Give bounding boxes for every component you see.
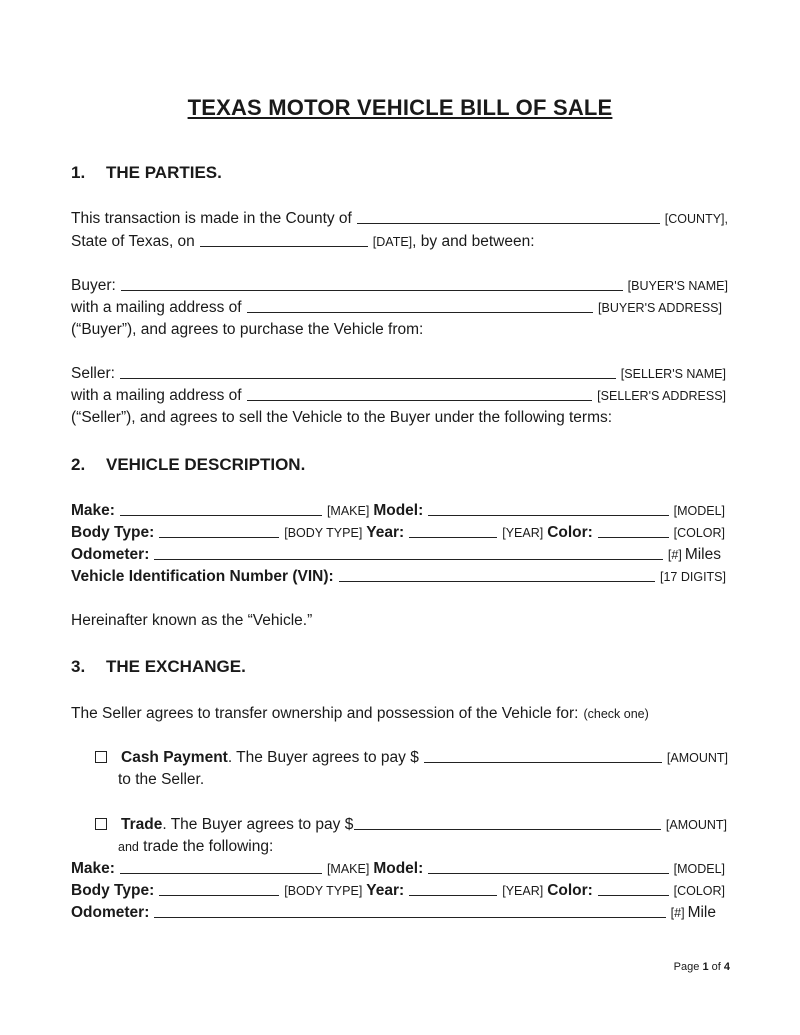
body-type-field[interactable] (159, 536, 279, 538)
buyer-name-tag: [BUYER'S NAME] (627, 279, 728, 293)
body-type-tag: [BODY TYPE] (284, 884, 363, 898)
between-text: , by and between: (412, 233, 535, 250)
year-label: Year: (366, 524, 405, 541)
mailing-text: with a mailing address of (71, 387, 242, 404)
cash-payment-text: . The Buyer agrees to pay $ (227, 749, 419, 766)
cash-cont-line (118, 768, 775, 790)
seller-address-tag: [SELLER'S ADDRESS] (597, 389, 726, 403)
odometer-tag: [#] (670, 906, 685, 920)
seller-agree-line (71, 406, 728, 428)
seller-agree-text: (“Seller”), and agrees to sell the Vehicle to the Buyer under the following terms: (71, 409, 613, 426)
section-number: 1. (71, 163, 86, 182)
hereinafter-text: Hereinafter known as the “Vehicle.” (71, 612, 313, 629)
seller-name-tag: [SELLER'S NAME] (620, 367, 726, 381)
state-text: State of Texas, on (71, 233, 195, 250)
buyer-address-line (71, 296, 722, 318)
model-label: Model: (373, 860, 424, 877)
cash-amount-tag: [AMOUNT] (666, 751, 728, 765)
odometer-unit: Mile (687, 904, 716, 921)
section-title: THE EXCHANGE. (106, 657, 246, 676)
county-line (71, 207, 728, 229)
body-type-label: Body Type: (71, 524, 155, 541)
trade-text: . The Buyer agrees to pay $ (162, 816, 354, 833)
odometer-label: Odometer: (71, 546, 150, 563)
buyer-agree-text: (“Buyer”), and agrees to purchase the Vehicle from: (71, 321, 424, 338)
trade-body-year-color-line (71, 879, 725, 901)
document-title: TEXAS MOTOR VEHICLE BILL OF SALE (187, 95, 613, 120)
page-footer (674, 961, 730, 973)
make-model-line (71, 499, 725, 521)
odometer-tag: [#] (667, 548, 682, 562)
of-label: of (711, 961, 721, 973)
color-field[interactable] (598, 536, 669, 538)
seller-name-field[interactable] (120, 377, 616, 379)
trade-amount-field[interactable] (354, 828, 661, 830)
page-label: Page (673, 961, 700, 973)
vin-tag: [17 DIGITS] (660, 570, 726, 584)
trade-color-field[interactable] (598, 894, 669, 896)
exchange-intro-line (71, 702, 728, 724)
trade-odometer-field[interactable] (154, 916, 665, 918)
vin-field[interactable] (339, 580, 655, 582)
trade-year-field[interactable] (409, 894, 497, 896)
trade-make-model-line (71, 857, 725, 879)
seller-line (71, 362, 726, 384)
trade-odometer-line (71, 901, 716, 923)
cash-payment-checkbox[interactable] (95, 751, 107, 763)
date-field[interactable] (200, 245, 368, 247)
year-label: Year: (366, 882, 405, 899)
year-tag: [YEAR] (502, 884, 544, 898)
seller-address-line (71, 384, 726, 406)
exchange-intro-text: The Seller agrees to transfer ownership and possession of the Vehicle for: (71, 705, 579, 722)
vin-label: Vehicle Identification Number (VIN): (71, 568, 334, 585)
county-tag: [COUNTY], (664, 212, 728, 226)
trade-cont-and: and (118, 840, 139, 854)
trade-body-type-field[interactable] (159, 894, 279, 896)
make-tag: [MAKE] (326, 504, 370, 518)
make-tag: [MAKE] (326, 862, 370, 876)
buyer-label: Buyer: (71, 277, 116, 294)
year-tag: [YEAR] (502, 526, 544, 540)
model-tag: [MODEL] (673, 862, 725, 876)
model-label: Model: (373, 502, 424, 519)
cash-amount-field[interactable] (424, 761, 662, 763)
make-field[interactable] (120, 514, 322, 516)
section-number: 3. (71, 657, 86, 676)
date-tag: [DATE] (372, 235, 413, 249)
color-tag: [COLOR] (673, 526, 725, 540)
make-label: Make: (71, 502, 115, 519)
odometer-unit: Miles (684, 546, 721, 563)
body-type-label: Body Type: (71, 882, 155, 899)
odometer-line (71, 543, 721, 565)
buyer-address-tag: [BUYER'S ADDRESS] (598, 301, 722, 315)
seller-address-field[interactable] (247, 399, 593, 401)
trade-label: Trade (121, 816, 163, 833)
cash-payment-label: Cash Payment (121, 749, 228, 766)
color-label: Color: (547, 882, 593, 899)
vin-line (71, 565, 726, 587)
hereinafter-line (71, 609, 728, 631)
cash-cont-text: to the Seller. (118, 771, 205, 788)
section-heading-exchange (71, 657, 246, 677)
model-tag: [MODEL] (673, 504, 725, 518)
section-title: VEHICLE DESCRIPTION. (106, 455, 306, 474)
buyer-line (71, 274, 728, 296)
check-one-note: (check one) (583, 707, 649, 721)
trade-amount-tag: [AMOUNT] (665, 818, 727, 832)
page-total: 4 (723, 961, 730, 973)
buyer-agree-line (71, 318, 728, 340)
trade-checkbox[interactable] (95, 818, 107, 830)
section-title: THE PARTIES. (106, 163, 222, 182)
year-field[interactable] (409, 536, 497, 538)
county-field[interactable] (357, 222, 660, 224)
odometer-field[interactable] (154, 558, 663, 560)
section-heading-vehicle (71, 455, 305, 475)
buyer-address-field[interactable] (247, 311, 593, 313)
section-heading-parties (71, 163, 222, 183)
trade-model-field[interactable] (428, 872, 668, 874)
county-text: This transaction is made in the County of (71, 210, 352, 227)
body-year-color-line (71, 521, 725, 543)
color-label: Color: (547, 524, 593, 541)
color-tag: [COLOR] (673, 884, 725, 898)
date-line (71, 230, 728, 252)
body-type-tag: [BODY TYPE] (284, 526, 363, 540)
odometer-label: Odometer: (71, 904, 150, 921)
section-number: 2. (71, 455, 86, 474)
buyer-name-field[interactable] (121, 289, 623, 291)
page-number: 1 (702, 961, 709, 973)
trade-cont-line (118, 835, 775, 857)
mailing-text: with a mailing address of (71, 299, 242, 316)
cash-payment-line (95, 746, 728, 768)
trade-make-field[interactable] (120, 872, 322, 874)
trade-cont-text: trade the following: (138, 838, 274, 855)
trade-line (95, 813, 727, 835)
seller-label: Seller: (71, 365, 115, 382)
make-label: Make: (71, 860, 115, 877)
model-field[interactable] (428, 514, 668, 516)
